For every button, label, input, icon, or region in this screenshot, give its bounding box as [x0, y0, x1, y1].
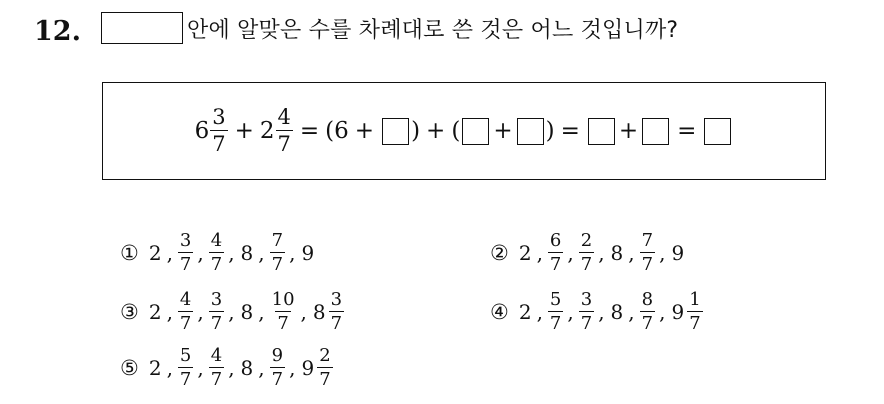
answer-blank-box: [101, 12, 183, 44]
eq-plus: +: [493, 118, 513, 144]
fraction-numerator: 7: [641, 230, 654, 251]
eq-fraction-1-den: 7: [212, 132, 226, 156]
equation-box: [102, 82, 826, 180]
option-fraction: [209, 291, 224, 333]
mixed-whole: 8: [312, 300, 326, 324]
option-2[interactable]: ② 2 , $\frac{6}{7}$ , $\frac{2}{7}$ , 8 , $\frac{7}{7}$ , 9: [490, 230, 685, 275]
answer-blank: [642, 118, 669, 145]
fraction-numerator: 3: [580, 289, 593, 310]
fraction-denominator: 7: [179, 254, 192, 275]
option-fraction: [317, 347, 332, 389]
eq-fraction-1-num: 3: [212, 105, 226, 129]
fraction-denominator: 7: [210, 313, 223, 334]
fraction-numerator: 2: [580, 230, 593, 251]
option-fraction: [579, 232, 594, 274]
option-1[interactable]: ① 2 , $\frac{3}{7}$ , $\frac{4}{7}$ , 8 , $\frac{7}{7}$ , 9: [120, 230, 315, 275]
option-marker: ④: [490, 300, 509, 324]
option-fraction: [270, 347, 285, 389]
fraction-numerator: 3: [330, 289, 343, 310]
eq-six: 6: [334, 118, 349, 144]
option-value: 8: [610, 241, 624, 265]
option-value: 9: [301, 241, 315, 265]
fraction-denominator: 7: [580, 254, 593, 275]
eq-plus: +: [618, 118, 639, 144]
option-fraction: [270, 232, 285, 274]
fraction-denominator: 7: [271, 369, 284, 390]
eq-plus: +: [426, 118, 446, 144]
answer-blank: [588, 118, 615, 145]
answer-blank: [462, 118, 489, 145]
fraction-denominator: 7: [179, 369, 192, 390]
option-value: 2: [518, 300, 532, 324]
answer-blank: [704, 118, 731, 145]
fraction-denominator: 7: [179, 313, 192, 334]
option-fraction: [209, 232, 224, 274]
option-fraction: [579, 291, 594, 333]
fraction-numerator: 10: [271, 289, 295, 310]
mixed-whole: 9: [301, 356, 315, 380]
eq-whole-1: 6: [194, 118, 210, 144]
fraction-numerator: 7: [271, 230, 284, 251]
eq-fraction-2-num: 4: [277, 105, 291, 129]
fraction-denominator: 7: [580, 313, 593, 334]
option-marker: ③: [120, 300, 139, 324]
eq-close-paren: ): [545, 118, 555, 144]
option-fraction: [178, 291, 193, 333]
answer-blank: [382, 118, 409, 145]
question-number: 12.: [34, 16, 81, 47]
fraction-denominator: 7: [641, 254, 654, 275]
option-5[interactable]: ⑤ 2 , $\frac{5}{7}$ , $\frac{4}{7}$ , 8 , $\frac{9}{7}$ , 9 $\frac{2}{7}$: [120, 345, 331, 390]
eq-plus: +: [234, 118, 254, 144]
fraction-numerator: 3: [179, 230, 192, 251]
fraction-denominator: 7: [210, 254, 223, 275]
option-value: 8: [240, 241, 254, 265]
option-value: 8: [240, 300, 254, 324]
eq-open-paren: (: [451, 118, 461, 144]
option-marker: ⑤: [120, 356, 139, 380]
eq-open-paren: (: [325, 118, 335, 144]
option-value: 2: [148, 241, 162, 265]
eq-fraction-2: [276, 107, 293, 155]
mixed-whole: 9: [671, 300, 685, 324]
option-fraction: [178, 232, 193, 274]
fraction-denominator: 7: [319, 369, 331, 390]
option-value: 2: [518, 241, 532, 265]
option-fraction: [640, 291, 655, 333]
fraction-numerator: 4: [179, 289, 192, 310]
fraction-denominator: 7: [549, 313, 562, 334]
eq-equals: =: [299, 118, 320, 144]
fraction-numerator: 8: [641, 289, 654, 310]
option-4[interactable]: ④ 2 , $\frac{5}{7}$ , $\frac{3}{7}$ , 8 , $\frac{8}{7}$ , 9 $\frac{1}{7}$: [490, 289, 701, 334]
option-value: 9: [671, 241, 685, 265]
fraction-numerator: 5: [549, 289, 562, 310]
option-fraction: [178, 347, 193, 389]
fraction-denominator: 7: [210, 369, 223, 390]
option-fraction: [270, 291, 297, 333]
option-fraction: [548, 291, 563, 333]
equation: [195, 107, 734, 155]
option-value: 2: [148, 356, 162, 380]
fraction-denominator: 7: [641, 313, 654, 334]
eq-plus: +: [354, 118, 375, 144]
eq-close-paren: ): [411, 118, 421, 144]
fraction-denominator: 7: [277, 313, 289, 334]
fraction-numerator: 1: [689, 289, 701, 310]
option-value: 8: [610, 300, 624, 324]
option-marker: ①: [120, 241, 139, 265]
fraction-numerator: 4: [210, 230, 223, 251]
option-fraction: [640, 232, 655, 274]
option-3[interactable]: ③ 2 , $\frac{4}{7}$ , $\frac{3}{7}$ , 8 , $\frac{10}{7}$ , 8 $\frac{3}{7}$: [120, 289, 343, 334]
option-marker: ②: [490, 241, 509, 265]
answer-blank: [517, 118, 544, 145]
eq-fraction-1: [210, 107, 227, 155]
option-value: 2: [148, 300, 162, 324]
fraction-denominator: 7: [330, 313, 343, 334]
eq-equals: =: [677, 118, 697, 144]
eq-equals: =: [560, 118, 580, 144]
option-fraction: [329, 291, 344, 333]
fraction-numerator: 5: [179, 345, 192, 366]
question-prompt: [101, 12, 678, 44]
fraction-denominator: 7: [689, 313, 701, 334]
option-value: 8: [240, 356, 254, 380]
fraction-numerator: 3: [210, 289, 223, 310]
eq-fraction-2-den: 7: [277, 132, 291, 156]
fraction-denominator: 7: [271, 254, 284, 275]
option-fraction: [687, 291, 702, 333]
question-text: 안에 알맞은 수를 차례대로 쓴 것은 어느 것입니까?: [187, 17, 679, 43]
fraction-numerator: 9: [271, 345, 284, 366]
option-fraction: [548, 232, 563, 274]
fraction-numerator: 4: [210, 345, 223, 366]
option-fraction: [209, 347, 224, 389]
fraction-denominator: 7: [549, 254, 562, 275]
fraction-numerator: 2: [319, 345, 331, 366]
fraction-numerator: 6: [549, 230, 562, 251]
eq-whole-2: 2: [259, 118, 275, 144]
